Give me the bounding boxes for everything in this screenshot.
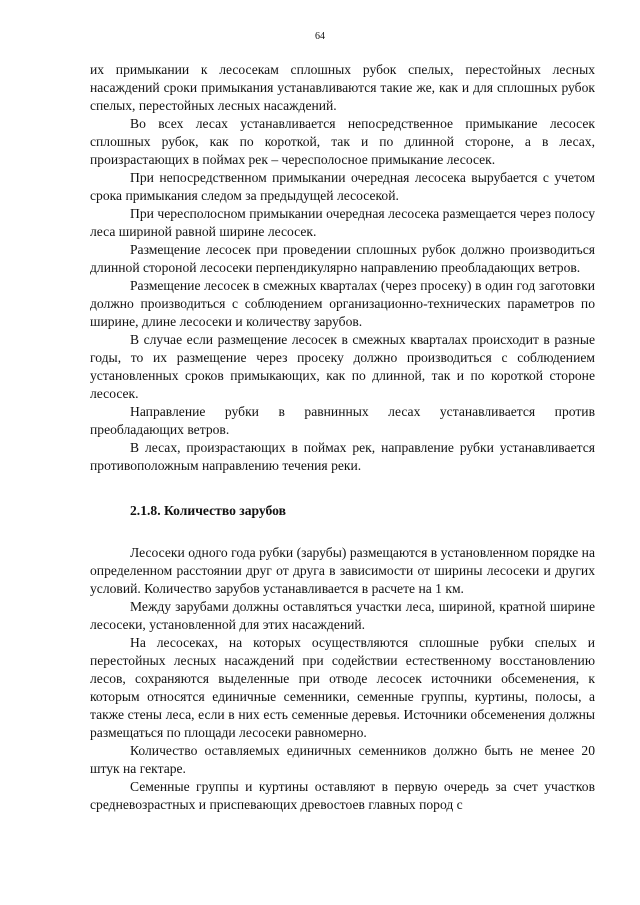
paragraph: В случае если размещение лесосек в смежных кварталах происходит в разные годы, то их размещение через просеку должно производиться с соблюдением установленных сроков примыкающих, как по длинной, так и по короткой стороне лесосек.: [90, 332, 595, 401]
paragraph: В лесах, произрастающих в поймах рек, направление рубки устанавливается противоположным направлению течения реки.: [90, 440, 595, 473]
paragraph: При непосредственном примыкании очередная лесосека вырубается с учетом срока примыкания следом за предыдущей лесосекой.: [90, 170, 595, 203]
paragraph: Размещение лесосек в смежных кварталах (через просеку) в один год заготовки должно производиться с соблюдением организационно-технических параметров по ширине, длине лесосеки и количеству зарубов.: [90, 278, 595, 329]
paragraph: Количество оставляемых единичных семенников должно быть не менее 20 штук на гектаре.: [90, 743, 595, 776]
body-text-top: [90, 61, 595, 475]
page-number: 64: [315, 31, 325, 42]
paragraph: их примыкании к лесосекам сплошных рубок спелых, перестойных лесных насаждений сроки примыкания устанавливаются такие же, как и для сплошных рубок спелых, перестойных лесных насаждений.: [90, 62, 595, 113]
paragraph: Между зарубами должны оставляться участки леса, шириной, кратной ширине лесосеки, установленной для этих насаждений.: [90, 599, 595, 632]
paragraph: Размещение лесосек при проведении сплошных рубок должно производиться длинной стороной лесосеки перпендикулярно направлению преобладающих ветров.: [90, 242, 595, 275]
section-heading: 2.1.8. Количество зарубов: [130, 503, 286, 518]
paragraph: При чересполосном примыкании очередная лесосека размещается через полосу леса шириной равной ширине лесосек.: [90, 206, 595, 239]
paragraph: На лесосеках, на которых осуществляются сплошные рубки спелых и перестойных лесных насаждений при содействии естественному восстановлению лесов, сохраняются выделенные при отводе лесосек источники обсеменения, к которым относятся единичные семенники, семенные группы, куртины, полосы, а также стены леса, если в них есть семенные деревья. Источники обсеменения должны размещаться по площади лесосеки равномерно.: [90, 635, 595, 740]
paragraph: Семенные группы и куртины оставляют в первую очередь за счет участков средневозрастных и приспевающих древостоев главных пород с: [90, 779, 595, 812]
paragraph: Лесосеки одного года рубки (зарубы) размещаются в установленном порядке на определенном расстоянии друг от друга в зависимости от ширины лесосеки и других условий. Количество зарубов устанавливается в расчете на 1 км.: [90, 545, 595, 596]
paragraph: Во всех лесах устанавливается непосредственное примыкание лесосек сплошных рубок, как по короткой, так и по длинной стороне, а в лесах, произрастающих в поймах рек – чересполосное примыкание лесосек.: [90, 116, 595, 167]
body-text-bottom: [90, 544, 595, 814]
paragraph: Направление рубки в равнинных лесах устанавливается против преобладающих ветров.: [90, 404, 595, 437]
